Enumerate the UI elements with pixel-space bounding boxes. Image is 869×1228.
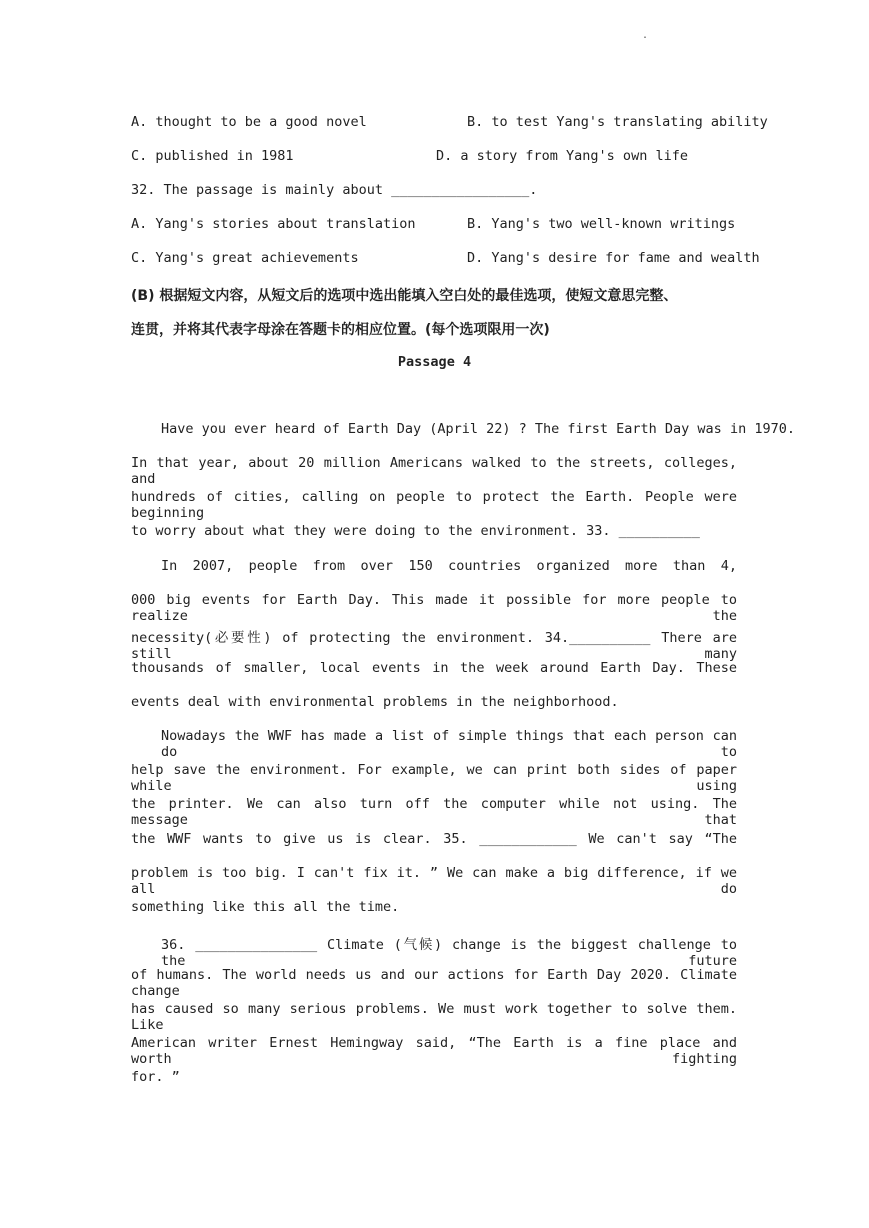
paragraph-2-line: necessity(必要性) of protecting the environment. 34.__________ There are still many: [131, 630, 737, 662]
passage-title: Passage 4: [397, 354, 472, 370]
option-31-c: C. published in 1981: [131, 148, 294, 164]
paragraph-3-line: problem is too big. I can't fix it. ” We can make a big difference, if we all do: [131, 865, 737, 897]
paragraph-4-line: American writer Ernest Hemingway said, “The Earth is a fine place and worth fighting: [131, 1035, 737, 1067]
paragraph-1-line: hundreds of cities, calling on people to protect the Earth. People were beginning: [131, 489, 737, 521]
paragraph-2-line: thousands of smaller, local events in the week around Earth Day. These: [131, 660, 737, 676]
question-32: 32. The passage is mainly about _________________.: [131, 182, 538, 198]
option-32-b: B. Yang's two well-known writings: [467, 216, 736, 232]
paragraph-3-line: the printer. We can also turn off the computer while not using. The message that: [131, 796, 737, 828]
option-31-a: A. thought to be a good novel: [131, 114, 367, 130]
option-32-c: C. Yang's great achievements: [131, 250, 359, 266]
paragraph-4-line: has caused so many serious problems. We must work together to solve them. Like: [131, 1001, 737, 1033]
paragraph-1-line: Have you ever heard of Earth Day (April 22) ? The first Earth Day was in 1970.: [161, 421, 795, 437]
option-31-d: D. a story from Yang's own life: [436, 148, 688, 164]
paragraph-4-line: for. ”: [131, 1069, 180, 1085]
option-32-d: D. Yang's desire for fame and wealth: [467, 250, 760, 266]
paragraph-3-line: something like this all the time.: [131, 899, 400, 915]
paragraph-4-line: of humans. The world needs us and our actions for Earth Day 2020. Climate change: [131, 967, 737, 999]
paragraph-4-line: 36. _______________ Climate (气候) change is the biggest challenge to the future: [161, 937, 737, 969]
paragraph-2-line: 000 big events for Earth Day. This made it possible for more people to realize the: [131, 592, 737, 624]
option-31-b: B. to test Yang's translating ability: [467, 114, 768, 130]
paragraph-1-line: In that year, about 20 million Americans walked to the streets, colleges, and: [131, 455, 737, 487]
paragraph-2-line: events deal with environmental problems in the neighborhood.: [131, 694, 619, 710]
option-32-a: A. Yang's stories about translation: [131, 216, 416, 232]
paragraph-3-line: the WWF wants to give us is clear. 35. ____________ We can't say “The: [131, 831, 737, 847]
paragraph-3-line: Nowadays the WWF has made a list of simple things that each person can do to: [161, 728, 737, 760]
page-dot: .: [642, 30, 649, 41]
paragraph-1-line: to worry about what they were doing to the environment. 33. __________: [131, 523, 700, 539]
paragraph-2-line: In 2007, people from over 150 countries organized more than 4,: [161, 558, 737, 574]
section-b-instruction-line2: 连贯，并将其代表字母涂在答题卡的相应位置。(每个选项限用一次): [131, 322, 550, 338]
paragraph-3-line: help save the environment. For example, we can print both sides of paper while using: [131, 762, 737, 794]
section-b-instruction-line1: (B) 根据短文内容，从短文后的选项中选出能填入空白处的最佳选项，使短文意思完整、: [131, 288, 678, 304]
